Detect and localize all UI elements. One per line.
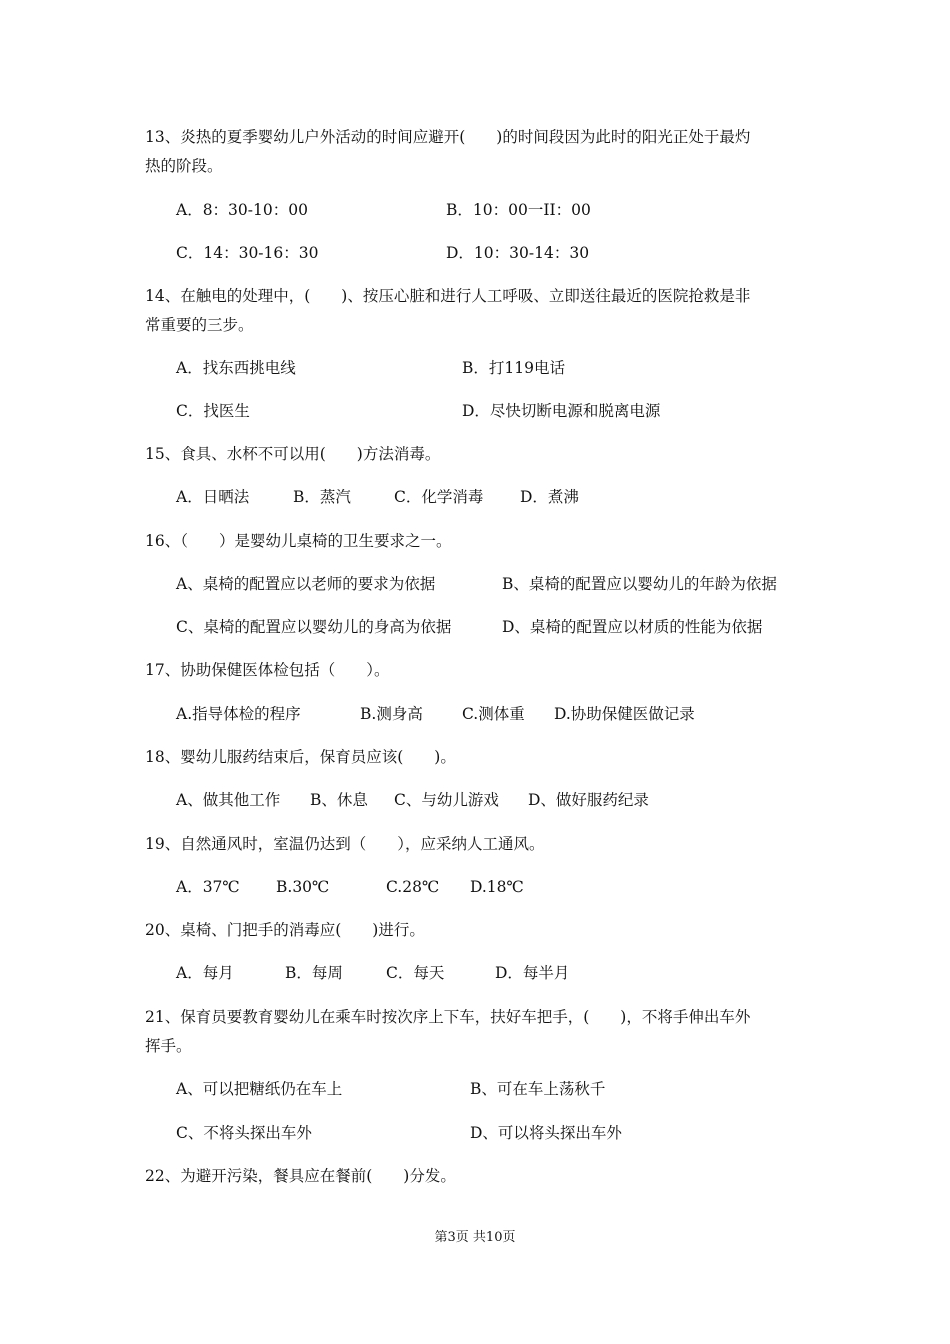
question-22-stem: 22、为避开污染，餐具应在餐前( )分发。: [145, 1167, 456, 1185]
question-15-option-b: B．蒸汽: [293, 488, 351, 506]
question-21-option-c: C、不将头探出车外: [176, 1124, 312, 1142]
question-20-option-d: D．每半月: [495, 964, 570, 982]
question-18-option-d: D、做好服药纪录: [528, 791, 649, 809]
question-17-option-d: D.协助保健医做记录: [554, 705, 695, 723]
question-21-option-d: D、可以将头探出车外: [470, 1124, 622, 1142]
question-13-option-b: B．10：00一II：00: [446, 201, 591, 219]
question-19-stem: 19、自然通风时，室温仍达到（ ），应采纳人工通风。: [145, 835, 545, 853]
question-13-stem-line-1: 13、炎热的夏季婴幼儿户外活动的时间应避开( )的时间段因为此时的阳光正处于最灼: [145, 128, 751, 146]
question-21-option-b: B、可在车上荡秋千: [470, 1080, 606, 1098]
question-21-option-a: A、可以把糖纸仍在车上: [176, 1080, 343, 1098]
question-16-option-c: C、桌椅的配置应以婴幼儿的身高为依据: [176, 618, 452, 636]
question-20-option-a: A．每月: [176, 964, 234, 982]
question-13-option-c: C．14：30-16：30: [176, 244, 319, 262]
question-19-option-b: B.30℃: [276, 878, 330, 896]
question-13-option-d: D．10：30-14：30: [446, 244, 590, 262]
question-15-option-d: D．煮沸: [520, 488, 579, 506]
question-16-option-d: D、桌椅的配置应以材质的性能为依据: [502, 618, 763, 636]
question-20-stem: 20、桌椅、门把手的消毒应( )进行。: [145, 921, 425, 939]
question-14-stem-line-1: 14、在触电的处理中，( )、按压心脏和进行人工呼吸、立即送往最近的医院抢救是非: [145, 287, 751, 305]
question-16-option-b: B、桌椅的配置应以婴幼儿的年龄为依据: [502, 575, 777, 593]
question-19-option-c: C.28℃: [386, 878, 440, 896]
question-16-stem: 16、（ ）是婴幼儿桌椅的卫生要求之一。: [145, 532, 452, 550]
question-14-option-a: A．找东西挑电线: [176, 359, 296, 377]
question-18-option-c: C、与幼儿游戏: [394, 791, 499, 809]
question-15-option-a: A．日晒法: [176, 488, 250, 506]
page-footer: 第3页 共10页: [434, 1230, 516, 1245]
question-17-option-a: A.指导体检的程序: [176, 705, 301, 723]
question-21-stem-line-1: 21、保育员要教育婴幼儿在乘车时按次序上下车，扶好车把手，( )，不将手伸出车外: [145, 1008, 751, 1026]
question-19-option-d: D.18℃: [470, 878, 524, 896]
question-17-option-b: B.测身高: [360, 705, 423, 723]
question-13-option-a: A．8：30-10：00: [176, 201, 308, 219]
question-17-stem: 17、协助保健医体检包括（ ）。: [145, 661, 390, 679]
question-14-option-c: C．找医生: [176, 402, 250, 420]
question-13-stem-line-2: 热的阶段。: [145, 157, 223, 175]
question-18-stem: 18、婴幼儿服药结束后，保育员应该( )。: [145, 748, 456, 766]
question-14-option-b: B．打119电话: [462, 359, 565, 377]
question-16-option-a: A、桌椅的配置应以老师的要求为依据: [176, 575, 436, 593]
question-21-stem-line-2: 挥手。: [145, 1037, 192, 1055]
question-18-option-a: A、做其他工作: [176, 791, 281, 809]
question-14-stem-line-2: 常重要的三步。: [145, 316, 254, 334]
question-20-option-c: C．每天: [386, 964, 445, 982]
question-14-option-d: D．尽快切断电源和脱离电源: [462, 402, 661, 420]
question-18-option-b: B、休息: [310, 791, 368, 809]
question-15-stem: 15、食具、水杯不可以用( )方法消毒。: [145, 445, 441, 463]
question-17-option-c: C.测体重: [462, 705, 525, 723]
question-15-option-c: C．化学消毒: [394, 488, 484, 506]
question-20-option-b: B．每周: [285, 964, 343, 982]
question-19-option-a: A．37℃: [176, 878, 240, 896]
